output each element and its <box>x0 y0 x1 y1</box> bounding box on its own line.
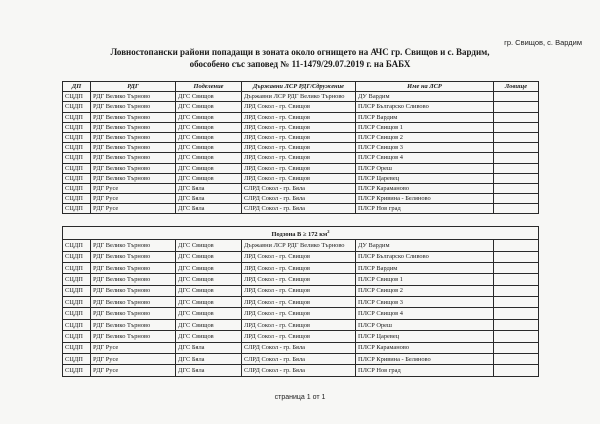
cell-dp: СЦДП <box>63 331 91 342</box>
cell-lsr-state: ЛРД Сокол - гр. Свищов <box>242 122 356 132</box>
cell-rdg: РДГ Велико Търново <box>91 112 176 122</box>
cell-lovishte <box>494 319 539 330</box>
cell-rdg: РДГ Русе <box>91 354 176 365</box>
cell-lovishte <box>494 285 539 296</box>
table-row <box>63 308 539 319</box>
table-row <box>63 274 539 285</box>
table-row <box>63 331 539 342</box>
cell-rdg: РДГ Велико Търново <box>91 251 176 262</box>
table-row <box>63 204 539 214</box>
table-row <box>63 183 539 193</box>
cell-lovishte <box>494 308 539 319</box>
cell-lsr-name: ПЛСР Българско Сливово <box>356 102 494 112</box>
cell-lovishte <box>494 183 539 193</box>
cell-lovishte <box>494 122 539 132</box>
cell-lovishte <box>494 112 539 122</box>
table-row <box>63 285 539 296</box>
cell-lsr-name: ДУ Вардим <box>356 92 494 102</box>
cell-podelenie: ДГС Свищов <box>176 163 242 173</box>
table-row <box>63 240 539 251</box>
cell-lovishte <box>494 354 539 365</box>
table-row <box>63 173 539 183</box>
cell-rdg: РДГ Русе <box>91 342 176 353</box>
cell-podelenie: ДГС Свищов <box>176 331 242 342</box>
cell-lovishte <box>494 240 539 251</box>
table-row <box>63 132 539 142</box>
table-row <box>63 251 539 262</box>
cell-podelenie: ДГС Свищов <box>176 132 242 142</box>
cell-rdg: РДГ Велико Търново <box>91 331 176 342</box>
cell-lsr-name: ПЛСР Свищов 3 <box>356 297 494 308</box>
cell-lovishte <box>494 331 539 342</box>
cell-podelenie: ДГС Свищов <box>176 274 242 285</box>
cell-lsr-state: СЛРД Сокол - гр. Бяла <box>242 204 356 214</box>
subzone-title-row <box>63 227 539 240</box>
cell-lsr-state: ЛРД Сокол - гр. Свищов <box>242 251 356 262</box>
cell-rdg: РДГ Велико Търново <box>91 132 176 142</box>
header-podelenie: Поделение <box>176 82 242 92</box>
cell-podelenie: ДГС Свищов <box>176 112 242 122</box>
cell-dp: СЦДП <box>63 240 91 251</box>
cell-lsr-state: ЛРД Сокол - гр. Свищов <box>242 262 356 273</box>
cell-rdg: РДГ Велико Търново <box>91 285 176 296</box>
cell-lsr-name: ПЛСР Вардим <box>356 262 494 273</box>
table-row <box>63 143 539 153</box>
cell-dp: СЦДП <box>63 183 91 193</box>
cell-dp: СЦДП <box>63 319 91 330</box>
cell-lsr-name: ПЛСР Българско Сливово <box>356 251 494 262</box>
cell-rdg: РДГ Русе <box>91 194 176 204</box>
cell-lovishte <box>494 173 539 183</box>
header-lsr-name: Име на ЛСР <box>356 82 494 92</box>
cell-podelenie: ДГС Свищов <box>176 319 242 330</box>
table-row <box>63 342 539 353</box>
cell-lsr-name: ПЛСР Караманово <box>356 183 494 193</box>
cell-lsr-state: СЛРД Сокол - гр. Бяла <box>242 183 356 193</box>
cell-podelenie: ДГС Свищов <box>176 92 242 102</box>
cell-podelenie: ДГС Свищов <box>176 153 242 163</box>
cell-rdg: РДГ Русе <box>91 183 176 193</box>
cell-lsr-state: ЛРД Сокол - гр. Свищов <box>242 319 356 330</box>
cell-dp: СЦДП <box>63 132 91 142</box>
cell-lsr-name: ПЛСР Свищов 4 <box>356 308 494 319</box>
cell-rdg: РДГ Велико Търново <box>91 240 176 251</box>
table-row <box>63 354 539 365</box>
cell-dp: СЦДП <box>63 251 91 262</box>
cell-lovishte <box>494 297 539 308</box>
cell-podelenie: ДГС Свищов <box>176 285 242 296</box>
cell-lovishte <box>494 143 539 153</box>
cell-lovishte <box>494 365 539 376</box>
cell-lovishte <box>494 194 539 204</box>
table-row <box>63 122 539 132</box>
cell-lsr-state: Държавни ЛСР РДГ Велико Търново <box>242 240 356 251</box>
cell-rdg: РДГ Велико Търново <box>91 262 176 273</box>
table-row <box>63 92 539 102</box>
cell-podelenie: ДГС Бяла <box>176 204 242 214</box>
table-row <box>63 194 539 204</box>
cell-lsr-name: ПЛСР Свищов 4 <box>356 153 494 163</box>
cell-lsr-name: ПЛСР Свищов 2 <box>356 285 494 296</box>
table-row <box>63 365 539 376</box>
cell-podelenie: ДГС Бяла <box>176 194 242 204</box>
document-title: Ловностопански райони попадащи в зоната около огнището на АЧС гр. Свищов и с. Вардим, <box>110 47 490 57</box>
cell-lsr-name: ПЛСР Ореш <box>356 319 494 330</box>
cell-lsr-state: ЛРД Сокол - гр. Свищов <box>242 153 356 163</box>
cell-podelenie: ДГС Бяла <box>176 354 242 365</box>
cell-dp: СЦДП <box>63 143 91 153</box>
cell-lsr-state: ЛРД Сокол - гр. Свищов <box>242 173 356 183</box>
cell-dp: СЦДП <box>63 308 91 319</box>
document-subtitle: обособено със заповед № 11-1479/29.07.2019 г. на БАБХ <box>189 59 411 69</box>
cell-dp: СЦДП <box>63 163 91 173</box>
cell-podelenie: ДГС Свищов <box>176 262 242 273</box>
main-table-body <box>63 92 539 214</box>
cell-podelenie: ДГС Свищов <box>176 240 242 251</box>
cell-lsr-name: ПЛСР Царевец <box>356 331 494 342</box>
cell-rdg: РДГ Велико Търново <box>91 319 176 330</box>
cell-lsr-name: ПЛСР Свищов 2 <box>356 132 494 142</box>
cell-lovishte <box>494 262 539 273</box>
cell-dp: СЦДП <box>63 274 91 285</box>
subzone-table <box>62 226 539 377</box>
cell-lsr-name: ПЛСР Нов град <box>356 204 494 214</box>
header-rdg: РДГ <box>91 82 176 92</box>
cell-podelenie: ДГС Свищов <box>176 143 242 153</box>
cell-dp: СЦДП <box>63 285 91 296</box>
cell-lsr-state: ЛРД Сокол - гр. Свищов <box>242 308 356 319</box>
cell-dp: СЦДП <box>63 194 91 204</box>
cell-lsr-state: ЛРД Сокол - гр. Свищов <box>242 112 356 122</box>
cell-lovishte <box>494 342 539 353</box>
cell-rdg: РДГ Русе <box>91 204 176 214</box>
table-row <box>63 297 539 308</box>
table-row <box>63 262 539 273</box>
header-dp: ДП <box>63 82 91 92</box>
cell-lsr-name: ПЛСР Караманово <box>356 342 494 353</box>
cell-dp: СЦДП <box>63 173 91 183</box>
main-table <box>62 81 539 214</box>
cell-lsr-name: ПЛСР Нов град <box>356 365 494 376</box>
cell-lsr-state: ЛРД Сокол - гр. Свищов <box>242 102 356 112</box>
cell-rdg: РДГ Велико Търново <box>91 308 176 319</box>
header-lovishte: Ловище <box>494 82 539 92</box>
cell-dp: СЦДП <box>63 262 91 273</box>
cell-rdg: РДГ Велико Търново <box>91 153 176 163</box>
cell-podelenie: ДГС Свищов <box>176 251 242 262</box>
cell-lovishte <box>494 92 539 102</box>
cell-lsr-name: ДУ Вардим <box>356 240 494 251</box>
cell-podelenie: ДГС Свищов <box>176 308 242 319</box>
cell-podelenie: ДГС Свищов <box>176 173 242 183</box>
cell-dp: СЦДП <box>63 297 91 308</box>
location-note: гр. Свищов, с. Вардим <box>504 38 582 47</box>
cell-podelenie: ДГС Свищов <box>176 297 242 308</box>
cell-lsr-state: ЛРД Сокол - гр. Свищов <box>242 143 356 153</box>
cell-lsr-state: ЛРД Сокол - гр. Свищов <box>242 297 356 308</box>
cell-dp: СЦДП <box>63 204 91 214</box>
cell-dp: СЦДП <box>63 365 91 376</box>
table-row <box>63 319 539 330</box>
cell-lsr-name: ПЛСР Свищов 1 <box>356 122 494 132</box>
table-row <box>63 112 539 122</box>
cell-lsr-name: ПЛСР Кривина - Беляново <box>356 194 494 204</box>
cell-lovishte <box>494 153 539 163</box>
page-footer: страница 1 от 1 <box>274 394 326 401</box>
cell-lovishte <box>494 132 539 142</box>
cell-lsr-state: ЛРД Сокол - гр. Свищов <box>242 132 356 142</box>
cell-rdg: РДГ Велико Търново <box>91 173 176 183</box>
cell-dp: СЦДП <box>63 354 91 365</box>
cell-lsr-name: ПЛСР Царевец <box>356 173 494 183</box>
subzone-table-body <box>63 240 539 377</box>
cell-lovishte <box>494 102 539 112</box>
cell-podelenie: ДГС Свищов <box>176 102 242 112</box>
table-row <box>63 102 539 112</box>
cell-podelenie: ДГС Свищов <box>176 122 242 132</box>
table-row <box>63 163 539 173</box>
cell-lsr-name: ПЛСР Ореш <box>356 163 494 173</box>
cell-rdg: РДГ Русе <box>91 365 176 376</box>
cell-lsr-state: ЛРД Сокол - гр. Свищов <box>242 285 356 296</box>
cell-dp: СЦДП <box>63 342 91 353</box>
cell-lsr-state: СЛРД Сокол - гр. Бяла <box>242 354 356 365</box>
cell-lovishte <box>494 251 539 262</box>
header-lsr-state: Държавни ЛСР РДГ/Сдружение <box>242 82 356 92</box>
cell-rdg: РДГ Велико Търново <box>91 274 176 285</box>
table-row <box>63 153 539 163</box>
cell-rdg: РДГ Велико Търново <box>91 122 176 132</box>
cell-podelenie: ДГС Бяла <box>176 342 242 353</box>
cell-rdg: РДГ Велико Търново <box>91 92 176 102</box>
cell-lsr-name: ПЛСР Кривина - Беляново <box>356 354 494 365</box>
main-table-header-row <box>63 82 539 92</box>
subzone-title-sup: 2 <box>327 229 330 234</box>
subzone-title-text: Подзона B ≥ 172 км <box>271 231 328 239</box>
cell-dp: СЦДП <box>63 122 91 132</box>
cell-dp: СЦДП <box>63 112 91 122</box>
cell-lsr-state: Държавни ЛСР РДГ Велико Търново <box>242 92 356 102</box>
cell-dp: СЦДП <box>63 102 91 112</box>
cell-lsr-name: ПЛСР Свищов 1 <box>356 274 494 285</box>
cell-lsr-name: ПЛСР Вардим <box>356 112 494 122</box>
subzone-title <box>63 227 539 240</box>
cell-rdg: РДГ Велико Търново <box>91 163 176 173</box>
cell-lsr-state: СЛРД Сокол - гр. Бяла <box>242 342 356 353</box>
cell-rdg: РДГ Велико Търново <box>91 143 176 153</box>
cell-lovishte <box>494 274 539 285</box>
cell-lsr-state: СЛРД Сокол - гр. Бяла <box>242 365 356 376</box>
cell-dp: СЦДП <box>63 153 91 163</box>
cell-dp: СЦДП <box>63 92 91 102</box>
cell-lsr-name: ПЛСР Свищов 3 <box>356 143 494 153</box>
cell-lsr-state: СЛРД Сокол - гр. Бяла <box>242 194 356 204</box>
cell-lsr-state: ЛРД Сокол - гр. Свищов <box>242 331 356 342</box>
cell-lovishte <box>494 163 539 173</box>
cell-podelenie: ДГС Бяла <box>176 183 242 193</box>
cell-lsr-state: ЛРД Сокол - гр. Свищов <box>242 274 356 285</box>
cell-podelenie: ДГС Бяла <box>176 365 242 376</box>
cell-rdg: РДГ Велико Търново <box>91 102 176 112</box>
cell-rdg: РДГ Велико Търново <box>91 297 176 308</box>
cell-lsr-state: ЛРД Сокол - гр. Свищов <box>242 163 356 173</box>
cell-lovishte <box>494 204 539 214</box>
